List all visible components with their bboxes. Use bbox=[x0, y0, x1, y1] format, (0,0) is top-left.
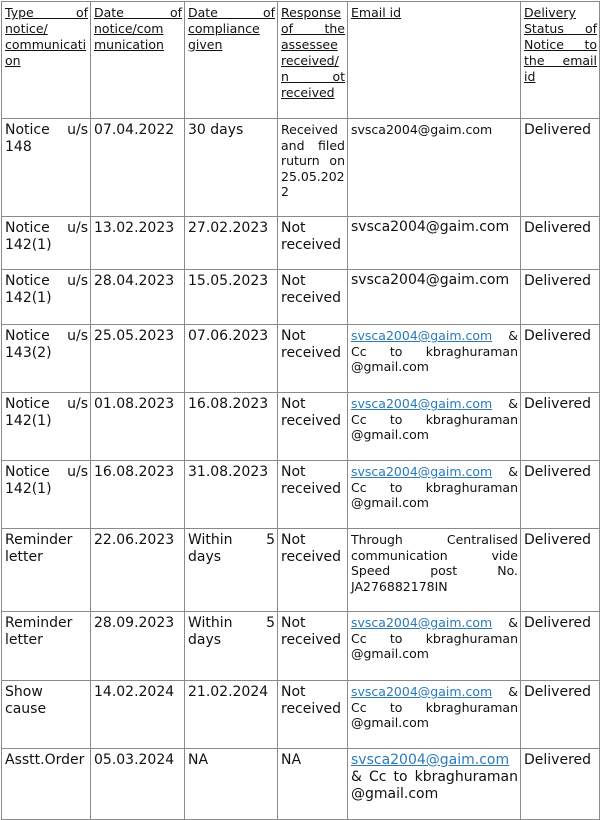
cell-status: Delivered bbox=[521, 529, 600, 612]
cell-email bbox=[348, 393, 521, 461]
email-link[interactable]: svsca2004@gaim.com bbox=[351, 328, 493, 343]
header-date: Date of notice/com munication bbox=[91, 2, 185, 119]
table-row bbox=[2, 270, 600, 325]
email-text: & Cc to kbraghuraman @gmail.com bbox=[351, 464, 518, 510]
cell-email bbox=[348, 119, 521, 217]
cell-response: Not received bbox=[278, 217, 348, 270]
email-text: & Cc to kbraghuraman @gmail.com bbox=[351, 328, 518, 374]
table-row bbox=[2, 681, 600, 749]
cell-compliance: NA bbox=[185, 749, 278, 820]
header-response: Response of the assessee received/n ot received bbox=[278, 2, 348, 119]
cell-email bbox=[348, 681, 521, 749]
cell-compliance: 27.02.2023 bbox=[185, 217, 278, 270]
cell-type: Notice u/s 142(1) bbox=[2, 217, 91, 270]
header-compliance: Date of compliance given bbox=[185, 2, 278, 119]
cell-compliance: 07.06.2023 bbox=[185, 325, 278, 393]
header-email: Email id bbox=[348, 2, 521, 119]
cell-status: Delivered bbox=[521, 325, 600, 393]
email-link[interactable]: svsca2004@gaim.com bbox=[351, 396, 493, 411]
cell-type: Reminder letter bbox=[2, 612, 91, 681]
table-row bbox=[2, 217, 600, 270]
cell-type: Notice u/s 142(1) bbox=[2, 393, 91, 461]
cell-compliance: 21.02.2024 bbox=[185, 681, 278, 749]
email-text: svsca2004@gaim.com bbox=[351, 272, 510, 288]
cell-compliance: 31.08.2023 bbox=[185, 461, 278, 529]
cell-date: 25.05.2023 bbox=[91, 325, 185, 393]
cell-compliance: 30 days bbox=[185, 119, 278, 217]
email-text: & Cc to kbraghuraman @gmail.com bbox=[351, 769, 518, 802]
cell-date: 28.04.2023 bbox=[91, 270, 185, 325]
cell-compliance: Within 5 days bbox=[185, 529, 278, 612]
email-link[interactable]: svsca2004@gaim.com bbox=[351, 752, 510, 768]
table-row bbox=[2, 612, 600, 681]
cell-date: 13.02.2023 bbox=[91, 217, 185, 270]
cell-email bbox=[348, 325, 521, 393]
cell-response: Not received bbox=[278, 393, 348, 461]
email-link[interactable]: svsca2004@gaim.com bbox=[351, 615, 493, 630]
email-link[interactable]: svsca2004@gaim.com bbox=[351, 464, 493, 479]
table-row bbox=[2, 529, 600, 612]
cell-response: Not received bbox=[278, 461, 348, 529]
cell-compliance: Within 5 days bbox=[185, 612, 278, 681]
email-text: svsca2004@gaim.com bbox=[351, 122, 493, 137]
cell-date: 28.09.2023 bbox=[91, 612, 185, 681]
cell-type: Show cause bbox=[2, 681, 91, 749]
cell-type: Notice u/s 142(1) bbox=[2, 461, 91, 529]
cell-response: Received and filed ruturn on 25.05.2022 bbox=[278, 119, 348, 217]
cell-type: Notice u/s 148 bbox=[2, 119, 91, 217]
table-row bbox=[2, 461, 600, 529]
cell-status: Delivered bbox=[521, 393, 600, 461]
cell-date: 16.08.2023 bbox=[91, 461, 185, 529]
cell-status: Delivered bbox=[521, 217, 600, 270]
email-link[interactable]: svsca2004@gaim.com bbox=[351, 684, 493, 699]
cell-status: Delivered bbox=[521, 270, 600, 325]
cell-email bbox=[348, 749, 521, 820]
email-text: & Cc to kbraghuraman @gmail.com bbox=[351, 615, 518, 661]
header-type: Type of notice/ communication bbox=[2, 2, 91, 119]
cell-type: Notice u/s 143(2) bbox=[2, 325, 91, 393]
notice-table bbox=[1, 1, 600, 820]
cell-response: Not received bbox=[278, 270, 348, 325]
cell-email bbox=[348, 529, 521, 612]
cell-email bbox=[348, 612, 521, 681]
table-row bbox=[2, 393, 600, 461]
cell-email bbox=[348, 270, 521, 325]
cell-date: 01.08.2023 bbox=[91, 393, 185, 461]
header-row bbox=[2, 2, 600, 119]
cell-email bbox=[348, 217, 521, 270]
email-text: Through Centralised communication vide Speed post No. JA276882178IN bbox=[351, 532, 518, 594]
cell-response: Not received bbox=[278, 612, 348, 681]
cell-date: 22.06.2023 bbox=[91, 529, 185, 612]
table-row bbox=[2, 119, 600, 217]
cell-response: Not received bbox=[278, 325, 348, 393]
cell-compliance: 16.08.2023 bbox=[185, 393, 278, 461]
table-row bbox=[2, 749, 600, 820]
cell-status: Delivered bbox=[521, 461, 600, 529]
cell-status: Delivered bbox=[521, 612, 600, 681]
cell-type: Asstt.Order bbox=[2, 749, 91, 820]
cell-response: NA bbox=[278, 749, 348, 820]
cell-status: Delivered bbox=[521, 749, 600, 820]
cell-compliance: 15.05.2023 bbox=[185, 270, 278, 325]
cell-response: Not received bbox=[278, 529, 348, 612]
cell-email bbox=[348, 461, 521, 529]
cell-response: Not received bbox=[278, 681, 348, 749]
cell-status: Delivered bbox=[521, 681, 600, 749]
email-text: & Cc to kbraghuraman @gmail.com bbox=[351, 684, 518, 730]
cell-date: 14.02.2024 bbox=[91, 681, 185, 749]
header-status: Delivery Status of Notice to the email id bbox=[521, 2, 600, 119]
table-row bbox=[2, 325, 600, 393]
cell-type: Reminder letter bbox=[2, 529, 91, 612]
cell-date: 05.03.2024 bbox=[91, 749, 185, 820]
cell-date: 07.04.2022 bbox=[91, 119, 185, 217]
email-text: svsca2004@gaim.com bbox=[351, 219, 510, 235]
email-text: & Cc to kbraghuraman @gmail.com bbox=[351, 396, 518, 442]
cell-status: Delivered bbox=[521, 119, 600, 217]
cell-type: Notice u/s 142(1) bbox=[2, 270, 91, 325]
